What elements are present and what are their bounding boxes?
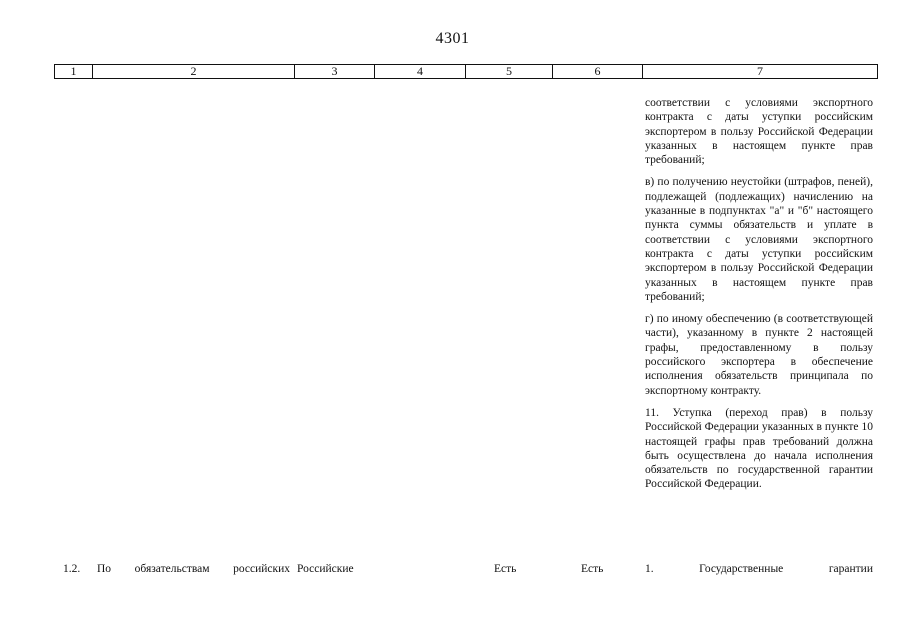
row-col3-text: Российские [297,563,354,575]
row-number: 1.2. [63,563,81,575]
header-col-3: 3 [295,65,375,78]
row-col5-text: Есть [494,563,517,575]
row-col2-text: По обязательствам российских [97,563,290,575]
header-col-4: 4 [375,65,466,78]
col7-paragraph: г) по иному обеспечению (в соответствующей части), указанному в пункте 2 настоящей графы, предоставленному в пользу российского экспортера в обеспечение исполнения обязательств принципала по экспортному контракту. [645,313,873,397]
row-col6-text: Есть [581,563,604,575]
table-header-row [54,64,878,79]
col7-paragraph: в) по получению неустойки (штрафов, пеней), подлежащей (подлежащих) начислению на указанные в подпунктах "а" и "б" настоящего пункта суммы обязательств и уплате в соответствии с условиями экспортного контракта с даты уступки российским экспортером в пользу Российской Федерации указанных в настоящем пункте прав требований; [645,176,873,303]
column-7-content [645,96,873,500]
row-col7-text: 1. Государственные гарантии [645,563,873,575]
header-col-5: 5 [466,65,553,78]
header-col-2: 2 [93,65,295,78]
header-col-6: 6 [553,65,643,78]
page-number: 4301 [435,30,470,47]
col7-paragraph: соответствии с условиями экспортного контракта с даты уступки российским экспортером в пользу Российской Федерации указанных в настоящем пункте прав требований; [645,97,873,167]
header-col-1: 1 [55,65,93,78]
col7-paragraph: 11. Уступка (переход прав) в пользу Российской Федерации указанных в пункте 10 настоящей графы прав требований должна быть осуществлена до начала исполнения обязательств по государственной гарантии Российской Федерации. [645,406,873,491]
header-col-7: 7 [757,64,763,78]
